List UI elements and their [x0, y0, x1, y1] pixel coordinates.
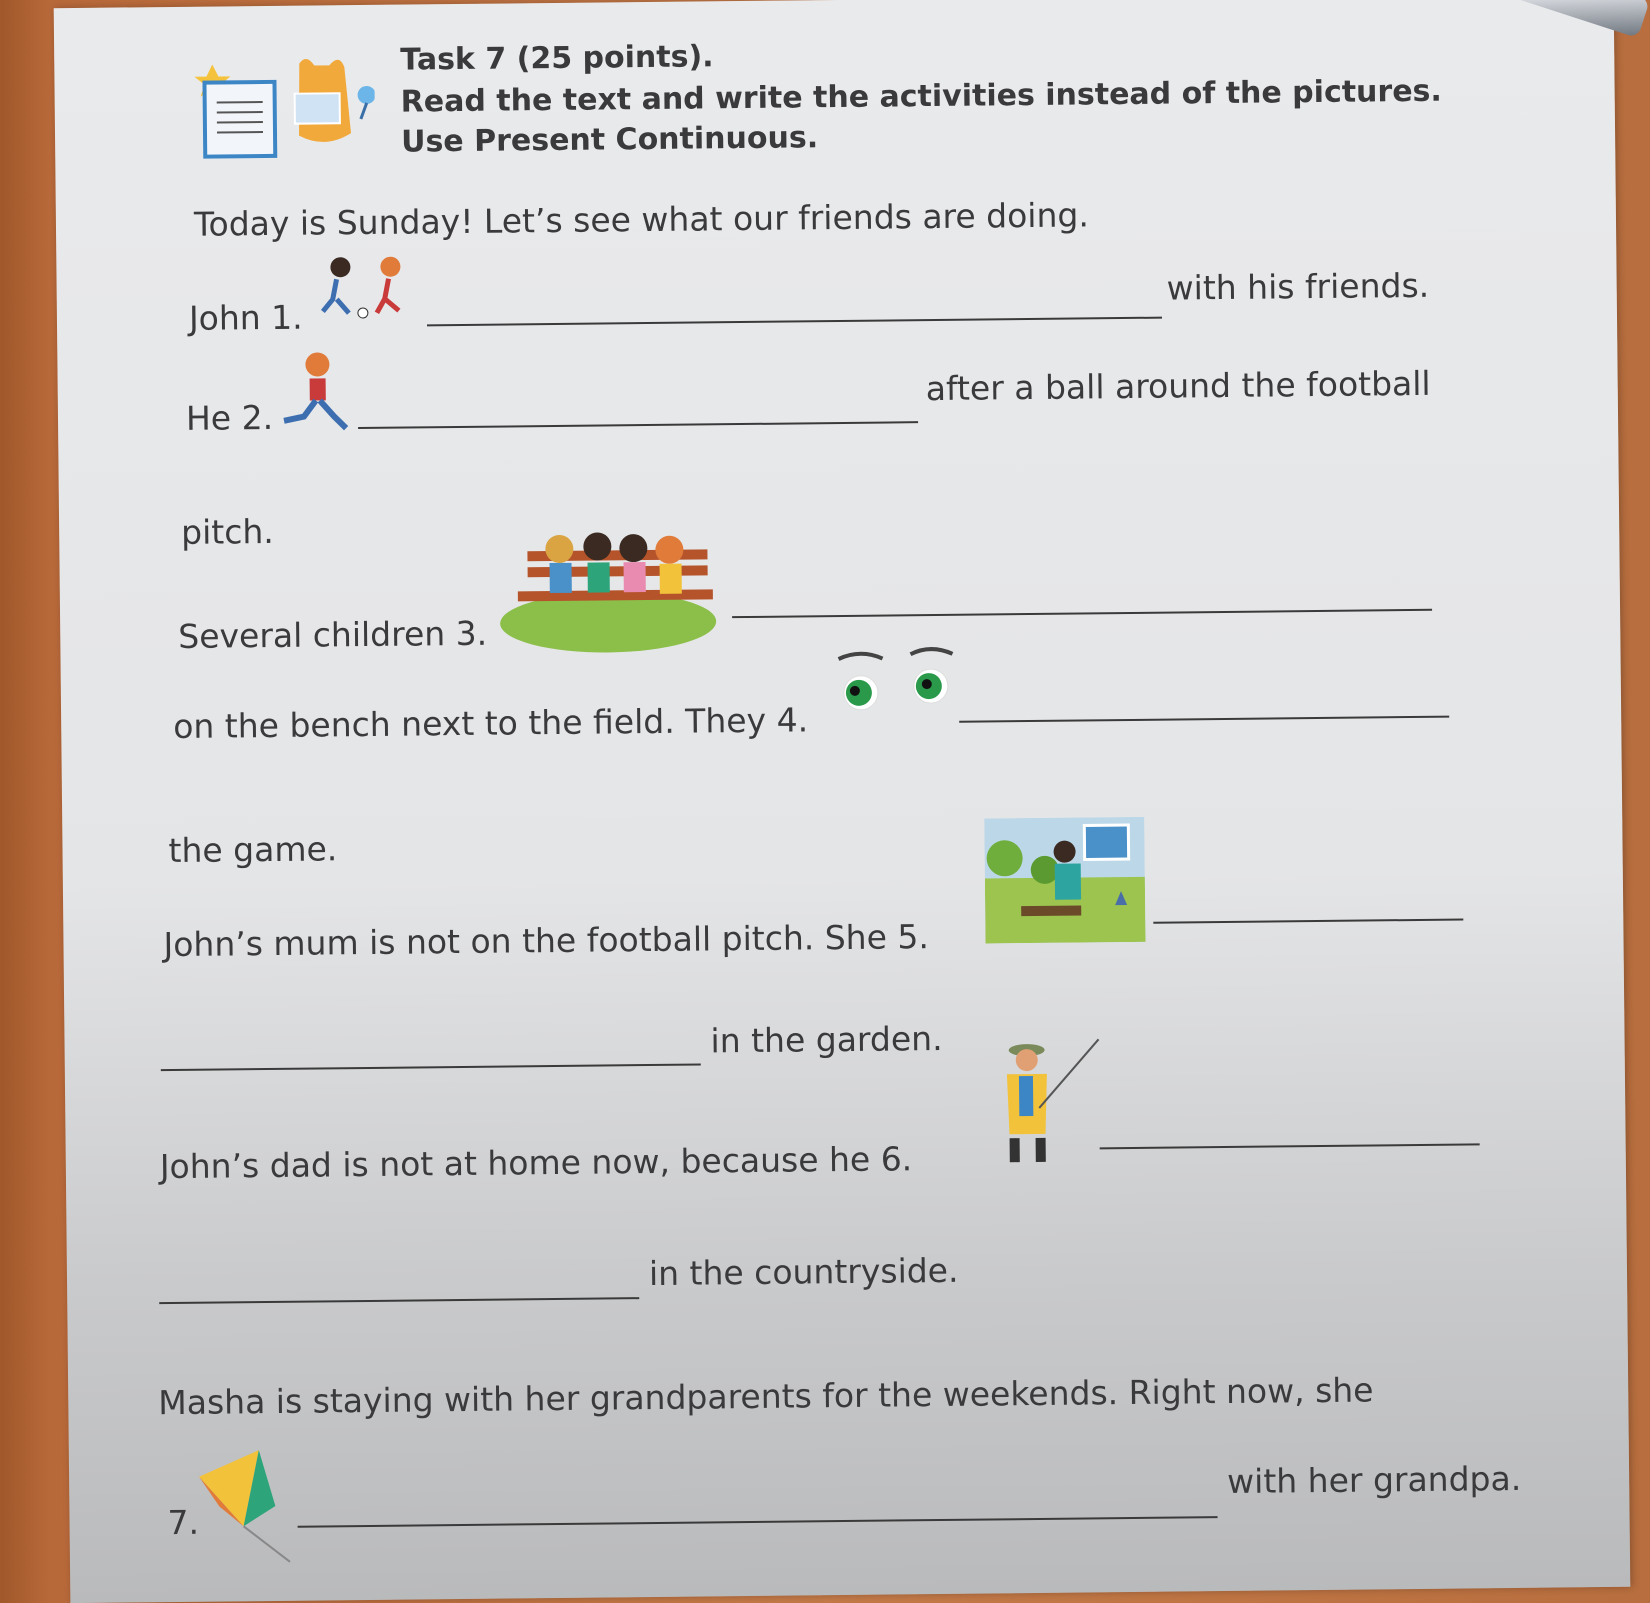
- dad-fishing-icon: [983, 1037, 1104, 1168]
- worksheet-page: [54, 0, 1631, 1603]
- worksheet-icon: [194, 53, 375, 165]
- answer-line-6-b[interactable]: [159, 1297, 639, 1304]
- kite-flying-icon: [199, 1446, 310, 1567]
- answer-line-7[interactable]: [298, 1516, 1218, 1528]
- mum-gardening-icon: [984, 817, 1145, 944]
- sentence-2-suffix: after a ball around the football: [926, 364, 1431, 408]
- sentence-1-prefix: John 1.: [189, 298, 303, 338]
- kids-playing-football-icon: [318, 254, 419, 325]
- answer-line-1[interactable]: [427, 317, 1162, 327]
- instruction-line-2: Use Present Continuous.: [401, 120, 818, 159]
- answer-line-4[interactable]: [959, 716, 1449, 723]
- answer-line-6-a[interactable]: [1100, 1143, 1480, 1149]
- sentence-5-prefix: John’s mum is not on the football pitch. She 5.: [163, 917, 929, 964]
- sentence-7-suffix: with her grandpa.: [1227, 1459, 1521, 1501]
- instruction-line-1: Read the text and write the activities instead of the pictures.: [401, 74, 1443, 120]
- sentence-7-prefix: 7.: [167, 1503, 199, 1542]
- sentence-2-prefix: He 2.: [186, 398, 273, 438]
- sentence-3-prefix: Several children 3.: [178, 614, 487, 656]
- sentence-4-continuation: the game.: [168, 829, 337, 870]
- answer-line-2[interactable]: [358, 421, 918, 429]
- answer-line-5-a[interactable]: [1153, 919, 1463, 924]
- intro-sentence: Today is Sunday! Let’s see what our friends are doing.: [194, 195, 1089, 243]
- sentence-7-intro: Masha is staying with her grandparents for the weekends. Right now, she: [158, 1370, 1374, 1422]
- boy-running-icon: [275, 350, 356, 436]
- sentence-6-prefix: John’s dad is not at home now, because he 6.: [160, 1139, 913, 1186]
- answer-line-3[interactable]: [732, 609, 1432, 618]
- children-on-bench-icon: [497, 529, 718, 656]
- sentence-3-continuation: on the bench next to the field. They 4.: [173, 700, 808, 746]
- watching-eyes-icon: [830, 644, 961, 720]
- sentence-1-suffix: with his friends.: [1166, 266, 1429, 308]
- sentence-5-continuation: in the garden.: [710, 1019, 942, 1060]
- answer-line-5-b[interactable]: [161, 1063, 701, 1071]
- task-title: Task 7 (25 points).: [400, 39, 714, 77]
- sentence-6-continuation: in the countryside.: [649, 1251, 959, 1293]
- sentence-2-continuation: pitch.: [181, 512, 274, 552]
